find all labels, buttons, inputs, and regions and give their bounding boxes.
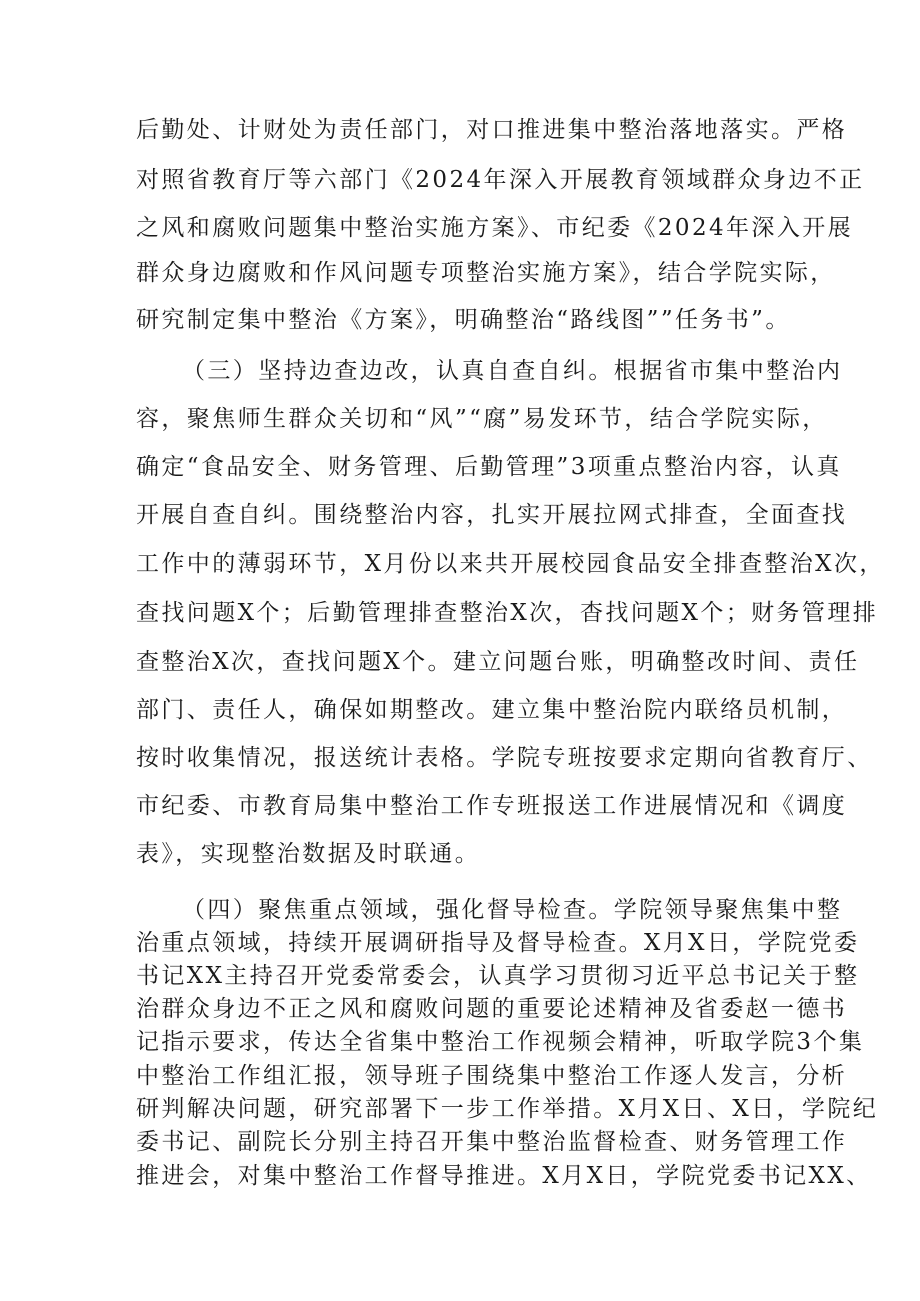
text-line: 容，聚焦师生群众关切和“风”“腐”易发环节，结合学院实际， — [136, 406, 828, 432]
section-heading-3: （三）坚持边查边改，认真自查自纠。根据省市集中整治内 — [182, 358, 843, 384]
text-line: 后勤处、计财处为责任部门，对口推进集中整治落地落实。严格 — [136, 117, 848, 143]
text-line: 对照省教育厅等六部门《2024年深入开展教育领域群众身边不正 — [136, 167, 865, 193]
text-line: 市纪委、市教育局集中整治工作专班报送工作进展情况和《调度 — [136, 793, 848, 819]
text-line: 委书记、副院长分别主持召开集中整治监督检查、财务管理工作 — [136, 1129, 848, 1155]
text-line: 查找问题X个；后勤管理排查整治X次，杳找问题X个；财务管理排 — [136, 600, 879, 626]
text-line: 治群众身边不正之风和腐败问题的重要论述精神及省委赵一德书 — [136, 996, 848, 1022]
text-line: 确定“食品安全、财务管理、后勤管理”3项重点整治内容，认真 — [136, 454, 842, 480]
section-heading-4: （四）聚焦重点领域，强化督导检查。学院领导聚焦集中整 — [182, 897, 843, 923]
text-line: 推进会，对集中整治工作督导推进。X月X日，学院党委书记XX、 — [136, 1163, 872, 1189]
text-line: 部门、责任人，确保如期整改。建立集中整治院内联络员机制， — [136, 697, 848, 723]
text-line: 中整治工作组汇报，领导班子围绕集中整治工作逐人发言，分析 — [136, 1063, 848, 1089]
text-line: 工作中的薄弱环节，X月份以来共开展校园食品安全排查整治X次， — [136, 551, 885, 577]
text-line: 研判解决问题，研究部署下一步工作举措。X月X日、X日，学院纪 — [136, 1096, 879, 1122]
text-line: 之风和腐败问题集中整治实施方案》、市纪委《2024年深入开展 — [136, 215, 854, 241]
text-line: 开展自查自纠。围绕整治内容，扎实开展拉网式排查，全面查找 — [136, 502, 848, 528]
text-line: 书记XX主持召开党委常委会，认真学习贯彻习近平总书记关于整 — [136, 963, 860, 989]
text-line: 记指示要求，传达全省集中整治工作视频会精神，听取学院3个集 — [136, 1029, 865, 1055]
text-line: 表》，实现整治数据及时联通。 — [136, 841, 481, 867]
text-line: 查整治X次，查找问题X个。建立问题台账，明确整改时间、责任 — [136, 649, 860, 675]
text-line: 治重点领域，持续开展调研指导及督导检查。X月X日，学院党委 — [136, 930, 860, 956]
text-line: 群众身边腐败和作风问题专项整治实施方案》，结合学院实际， — [136, 260, 836, 286]
text-line: 研究制定集中整治《方案》，明确整治“路线图””任务书”。 — [136, 307, 791, 333]
text-line: 按时收集情况，报送统计表格。学院专班按要求定期向省教育厅、 — [136, 745, 873, 771]
